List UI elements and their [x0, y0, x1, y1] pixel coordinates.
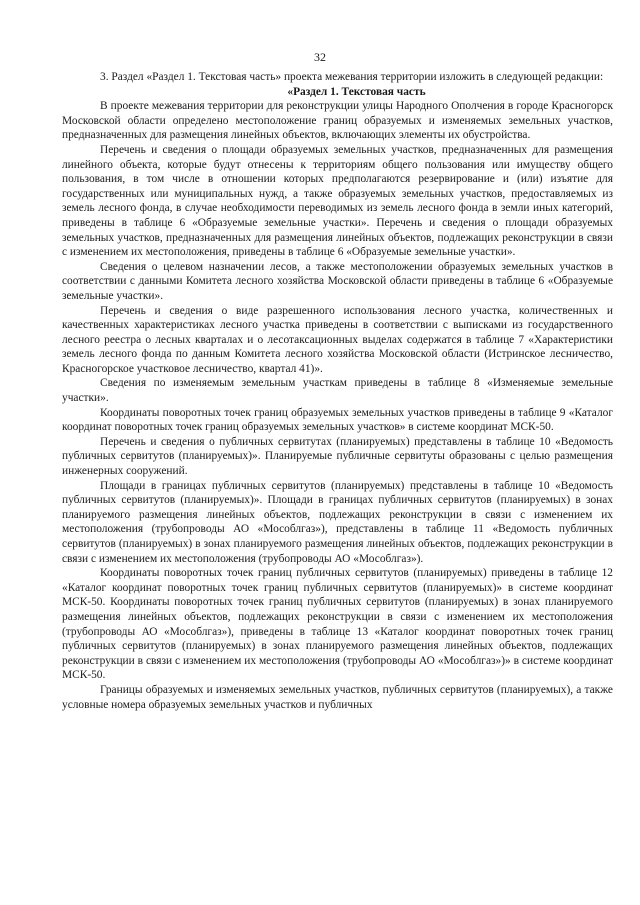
paragraph: Сведения по изменяемым земельным участкам приведены в таблице 8 «Изменяемые земельные участки». [62, 377, 613, 405]
paragraph: Сведения о целевом назначении лесов, а также местоположении образуемых земельных участков в соответствии с данными Комитета лесного хозяйства Московской области приведены в таблице 6 «Образуемые земельные участки». [62, 260, 613, 302]
paragraph: Перечень и сведения о публичных сервитутах (планируемых) представлены в таблице 10 «Ведомость публичных сервитутов (планируемых)». Планируемые публичные сервитуты образованы с целью размещения инженерных сооружений. [62, 435, 613, 478]
paragraph: Перечень и сведения о виде разрешенного использования лесного участка, количественных и качественных характеристиках лесного участка приведены в соответствии с выписками из государственного лесного реестра о лесных кварталах и о лесотаксационных выделах содержатся в таблице 7 «Характеристики земель лесного фонда по данным Комитета лесного хозяйства Московской области (Истринское лесничество, Красногорское участковое лесничество, квартал 41)». [62, 304, 613, 375]
paragraph: Координаты поворотных точек границ образуемых земельных участков приведены в таблице 9 «Каталог координат поворотных точек границ образуемых земельных участков» в системе координат МСК-50. [62, 406, 613, 434]
paragraph: Координаты поворотных точек границ публичных сервитутов (планируемых) приведены в таблице 12 «Каталог координат поворотных точек границ публичных сервитутов (планируемых)» в системе координат МСК-50. Координаты поворотных точек границ публичных сервитутов (планируемых) в зонах планируемого размещения линейных объектов, подлежащих реконструкции в связи с изменением их местоположения (трубопроводы АО «Мособлгаз»), приведены в таблице 13 «Каталог координат поворотных точек границ публичных сервитутов (планируемых) в зонах планируемого размещения линейных объектов, подлежащих реконструкции в связи с изменением их местоположения (трубопроводы АО «Мособлгаз»)» в системе координат МСК-50. [62, 567, 613, 682]
paragraph: Границы образуемых и изменяемых земельных участков, публичных сервитутов (планируемых), а также условные номера образуемых земельных участков и публичных [62, 683, 613, 711]
intro-paragraph: 3. Раздел «Раздел 1. Текстовая часть» проекта межевания территории изложить в следующей редакции: [100, 71, 604, 83]
paragraph: Площади в границах публичных сервитутов (планируемых) представлены в таблице 10 «Ведомость публичных сервитутов (планируемых)». Площади в границах публичных сервитутов (планируемых) в зонах планируемого размещения линейных объектов, подлежащих реконструкции в связи с изменением их местоположения (трубопроводы АО «Мособлгаз»), представлены в таблице 11 «Ведомость публичных сервитутов (планируемых) в зонах планируемого размещения линейных объектов, подлежащих реконструкции в связи с изменением их местоположения (трубопроводы АО «Мособлгаз»). [62, 479, 613, 565]
document-body [62, 70, 613, 712]
paragraph: В проекте межевания территории для реконструкции улицы Народного Ополчения в городе Красногорск Московской области определено местоположение границ образуемых и изменяемых земельных участков, предназначенных для размещения линейных объектов, включающих элементы их обустройства. [62, 100, 613, 142]
section-title: «Раздел 1. Текстовая часть [287, 85, 426, 98]
page-number: 32 [314, 50, 326, 64]
paragraph: Перечень и сведения о площади образуемых земельных участков, предназначенных для размещения линейного объекта, которые будут отнесены к территориям общего пользования или имуществу общего пользования, в том числе в отношении которых предполагаются резервирование и (или) изъятие для государственных или муниципальных нужд, а также образуемых земельных участков, предоставляемых из земель лесного фонда, в случае необходимости переводимых из земель лесного фонда в земли иных категорий, приведены в таблице 6 «Образуемые земельные участки». Перечень и сведения о площади образуемых земельных участков, предназначенных для размещения линейных объектов, подлежащих реконструкции в связи с изменением их местоположения, приведены в таблице 6 «Образуемые земельные участки». [62, 143, 613, 259]
